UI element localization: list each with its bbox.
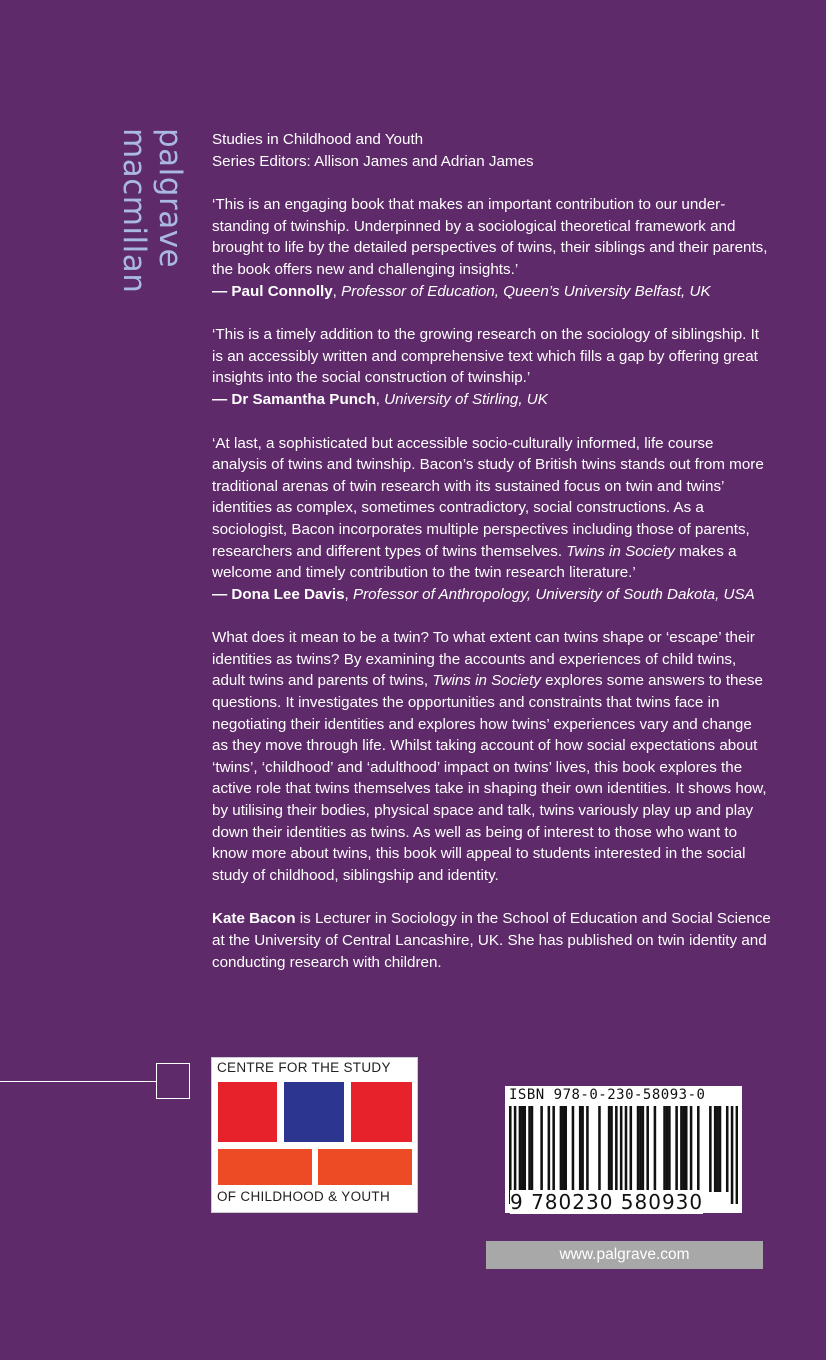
publisher-name-line1: palgrave bbox=[152, 128, 188, 269]
decorative-square bbox=[156, 1063, 190, 1099]
barcode-bar bbox=[642, 1106, 645, 1192]
barcode-bar bbox=[598, 1106, 601, 1192]
description-part: explores some answers to these questions. It investigates the opportunities and constraints that twins face in negotiating their identities and explores how twins’ experiences vary and change as they move through life. Whilst taking account of how social expectations about ‘twins’, ‘childhood’ and ‘adulthood’ impact on twins’ lives, this book explores the active role that twins themselves take in shaping their own identities. It shows how, by utilising their bodies, physical space and talk, twins variously play up and play down their identities as twins. As well as being of interest to those who want to know more about twins, this book will appeal to students interested in the social study of childhood, siblingship and identity. bbox=[212, 672, 767, 884]
barcode-bar bbox=[562, 1106, 565, 1192]
logo-square-red bbox=[218, 1082, 277, 1142]
quote-author: — Dona Lee Davis bbox=[212, 585, 345, 603]
quote-author: — Paul Connolly bbox=[212, 282, 333, 300]
quote-text: ‘This is an engaging book that makes an important contribution to our understanding of twinship. Underpinned by a sociological theoretical framework and brought to life by the detailed perspectives of twins, their siblings and their parents, the book offers new and challenging insights.’ bbox=[212, 196, 768, 278]
back-cover-text bbox=[212, 129, 772, 973]
series-info bbox=[212, 129, 772, 172]
barcode-bar bbox=[675, 1106, 678, 1192]
barcode-bar bbox=[685, 1106, 688, 1192]
barcode-bar bbox=[572, 1106, 575, 1192]
barcode-bar bbox=[646, 1106, 649, 1192]
barcode-bar bbox=[690, 1106, 693, 1192]
quote-attribution: — Dona Lee Davis, Professor of Anthropology, University of South Dakota, USA bbox=[212, 585, 755, 603]
quote-attribution: — Dr Samantha Punch, University of Stirling, UK bbox=[212, 390, 548, 408]
barcode-bar bbox=[519, 1106, 522, 1192]
quote-text-part: ‘At last, a sophisticated but accessible socio-culturally informed, life course analysis of twins and twinship. Bacon’s study of British twins stands out from more traditional arenas of twin research with its sustained focus on twin and twins’ identities as complex, sometimes contradictory, social constructions. As a sociologist, Bacon incorporates multiple perspectives including those of parents, researchers and different types of twins themselves. bbox=[212, 434, 764, 560]
quote-author: — Dr Samantha Punch bbox=[212, 390, 376, 408]
logo-bar-orange bbox=[318, 1149, 412, 1185]
barcode-bar bbox=[719, 1106, 722, 1192]
barcode-bar bbox=[663, 1106, 666, 1192]
book-description bbox=[212, 627, 772, 886]
barcode-bar bbox=[564, 1106, 567, 1192]
barcode-bar bbox=[528, 1106, 531, 1192]
quote-attribution: — Paul Connolly, Professor of Education, Queen’s University Belfast, UK bbox=[212, 282, 711, 300]
barcode-bar bbox=[680, 1106, 683, 1192]
logo-top-text: CENTRE FOR THE STUDY bbox=[217, 1060, 391, 1075]
author-name: Kate Bacon bbox=[212, 910, 296, 928]
author-bio-body: is Lecturer in Sociology in the School of Education and Social Science at the University of Central Lancashire, UK. She has published on twin identity and conducting research with children. bbox=[212, 910, 771, 971]
barcode-bar bbox=[726, 1106, 729, 1192]
barcode-bar bbox=[540, 1106, 543, 1192]
quote-affiliation: Professor of Anthropology, University of South Dakota, USA bbox=[352, 585, 755, 603]
barcode-bar bbox=[560, 1106, 563, 1192]
decorative-rule bbox=[0, 1081, 156, 1082]
barcode-bar bbox=[709, 1106, 712, 1192]
barcode-bar bbox=[714, 1106, 717, 1192]
book-title-inline: Twins in Society bbox=[566, 542, 675, 560]
description-part: What does it mean to be a twin? To what extent can twins shape or ‘escape’ their identities as twins? By examining the accounts and experiences of child twins, adult twins and parents of twins, bbox=[212, 629, 755, 690]
quote-text-part: makes a welcome and timely contribution to the twin research literature.’ bbox=[212, 542, 737, 582]
barcode-bar bbox=[608, 1106, 611, 1192]
barcode-bar bbox=[654, 1106, 657, 1192]
logo-square-blue bbox=[284, 1082, 344, 1142]
endorsement-quote bbox=[212, 324, 772, 410]
logo-bar-orange bbox=[218, 1149, 312, 1185]
quote-text bbox=[212, 433, 772, 584]
logo-bottom-text: OF CHILDHOOD & YOUTH bbox=[217, 1189, 391, 1204]
endorsement-quote bbox=[212, 194, 772, 302]
barcode-bar bbox=[697, 1106, 700, 1192]
isbn-barcode bbox=[505, 1086, 742, 1213]
quote-text: ‘This is a timely addition to the growing research on the sociology of siblingship. It is an accessibly written and comprehensive text which fills a gap by offering great insights into the social construction of twinship.’ bbox=[212, 326, 760, 387]
barcode-number: 9 780230 580930 bbox=[510, 1190, 704, 1214]
barcode-bar bbox=[523, 1106, 526, 1192]
barcode-bar bbox=[736, 1106, 738, 1204]
book-title-inline: Twins in Society bbox=[432, 672, 541, 690]
author-bio-text bbox=[212, 908, 772, 973]
barcode-bar bbox=[630, 1106, 633, 1192]
barcode-bar bbox=[716, 1106, 719, 1192]
isbn-label: ISBN 978-0-230-58093-0 bbox=[509, 1087, 706, 1103]
series-title: Studies in Childhood and Youth bbox=[212, 131, 424, 148]
publisher-logo bbox=[116, 128, 188, 303]
barcode-bar bbox=[610, 1106, 613, 1192]
series-editors: Series Editors: Allison James and Adrian James bbox=[212, 152, 534, 170]
publisher-name-line2: macmillan bbox=[116, 128, 152, 294]
barcode-bar bbox=[731, 1106, 734, 1204]
website-bar bbox=[486, 1241, 763, 1269]
quote-affiliation: University of Stirling, UK bbox=[384, 390, 548, 408]
centre-childhood-youth-logo bbox=[211, 1057, 418, 1213]
endorsement-quote bbox=[212, 433, 772, 606]
author-bio bbox=[212, 908, 772, 973]
quote-affiliation: Professor of Education, Queen’s University Belfast, UK bbox=[341, 282, 711, 300]
logo-square-red bbox=[351, 1082, 412, 1142]
barcode-bar bbox=[668, 1106, 671, 1192]
website-url: www.palgrave.com bbox=[559, 1246, 690, 1263]
barcode-bar bbox=[639, 1106, 642, 1192]
barcode-bar bbox=[552, 1106, 555, 1192]
barcode-bar bbox=[615, 1106, 618, 1192]
barcode-bar bbox=[548, 1106, 551, 1192]
barcode-bar bbox=[586, 1106, 589, 1192]
barcode-bar bbox=[637, 1106, 640, 1192]
barcode-bar bbox=[579, 1106, 582, 1192]
barcode-bar bbox=[531, 1106, 534, 1192]
barcode-bar bbox=[666, 1106, 669, 1192]
barcode-bar bbox=[521, 1106, 524, 1192]
barcode-bar bbox=[683, 1106, 686, 1192]
barcode-bar bbox=[581, 1106, 584, 1192]
